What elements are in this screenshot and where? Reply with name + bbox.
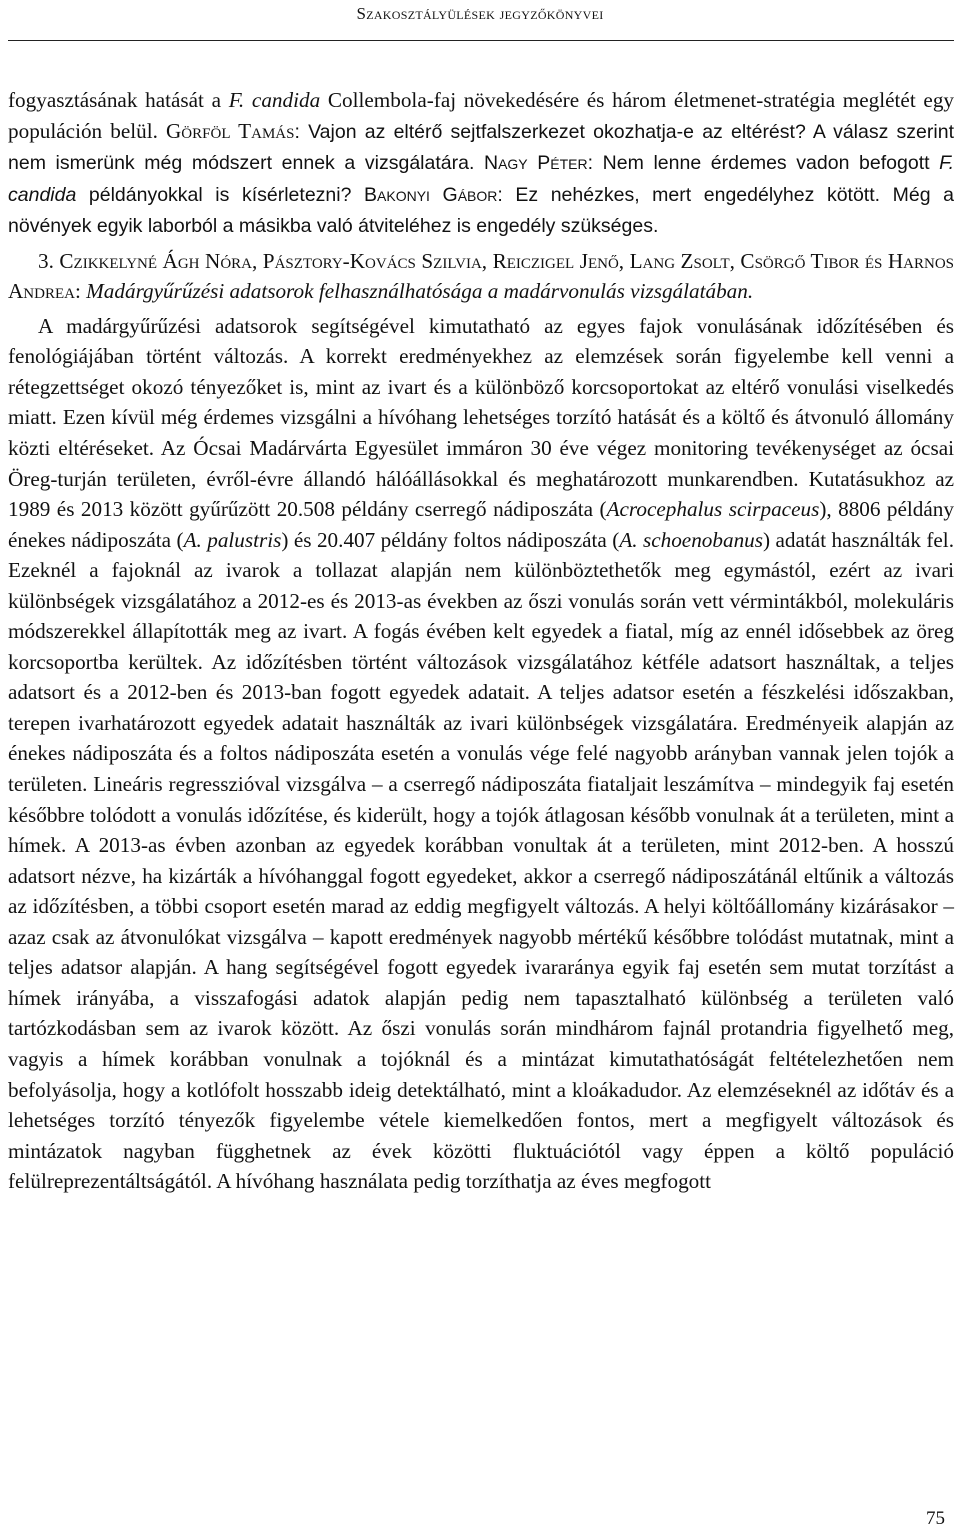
text-run: : Ez nehézkes, mert engedélyhez kötött. Még a növények egyik laborból a másikba való átviteléhez is engedély szükséges. — [8, 183, 954, 238]
page-number: 75 — [926, 1508, 945, 1529]
text-run: példányokkal is kísérletezni? — [76, 183, 365, 206]
page-body — [8, 85, 954, 1197]
text-run: : Nem lenne érdemes vadon befogott — [587, 152, 940, 175]
species-name: F. candida — [8, 152, 954, 206]
speaker-name: Görföl Tamás — [166, 118, 295, 143]
running-header: Szakosztályülések jegyzőkönyvei — [356, 4, 604, 23]
item-title: Madárgyűrűzési adatsorok felhasználhatósága a madárvonulás vizsgálatában. — [86, 279, 754, 304]
abstract-paragraph — [8, 311, 954, 1197]
item-number: 3. — [38, 248, 60, 273]
text-run: Collembola-faj növekedésére és három életmenet-stratégia meglétét egy populáción belül. — [8, 88, 955, 143]
text-run: fogyasztásának hatását a — [8, 88, 229, 112]
header-rule — [8, 40, 954, 41]
species-name: A. schoenobanus — [619, 527, 764, 552]
species-name: A. palustris — [183, 527, 282, 552]
text-run: ), 8806 példány énekes nádiposzáta ( — [8, 497, 954, 552]
agenda-item-3 — [8, 246, 954, 307]
text-run: ) adatát használták fel. Ezeknél a fajoknál az ivarok a tollazat alapján nem különböztethetők meg egymástól, ezért az ivari különbségek vizsgálatához a 2012-es és 2013-as években az őszi vonulás során vett vérmintákból, molekuláris módszerekkel állapították meg az ivart. A fogás évében kelt egyedek a fiatal, míg az ennél idősebbek az öreg korcsoportba kerültek. Az időzítésben történt változások vizsgálatához kétféle adatsort használtak, a teljes adatsort és a 2012-ben és 2013-ban fogott egyedek adatait. A teljes adatsor esetén a fészkelési időszakban, terepen ivarhatározott egyedek adatait használták az ivari különbségek vizsgálatára. Eredményeik alapján az énekes nádiposzáta és a foltos nádiposzáta esetén a vonulás vége felé nagyobb arányban vannak jelen tojók a területen. Lineáris regresszióval vizsgálva – a cserregő nádiposzáta fiataljait leszámítva – mindegyik faj esetén későbbre tolódott a vonulás időzítése, és kiderült, hogy a tojók átlagosan később vonulnak át a területen, mint a hímek. A 2013-as évben azonban az egyedek korábban vonultak át a területen, mint 2012-ben. A hosszú adatsort nézve, ha kizárták a hívóhanggal fogott egyedeket, akkor a cserregő nádiposzátánál eltűnik a változás az időzítésben, a többi csoport esetén marad az eddig megfigyelt változás. A helyi költőállomány kizárásakor – azaz csak az átvonulókat vizsgálva – kapott eredmények nagyobb mértékű későbbre tolódást mutatnak, mint a teljes adatsor alapján. A hang segítségével fogott egyedek ivararánya egyik faj esetén sem mutat torzítást a hímek irányába, a visszafogási adatok alapján pedig nem tapasztalható különbség a területen való tartózkodásban sem az ivarok között. Az őszi vonulás során mindhárom fajnál protandria figyelhető meg, vagyis a hímek korábban vonulnak a tojóknál és a mintázat kimutathatóságát feltételezhetően nem befolyásolja, hogy a kotlófolt hosszabb ideig detektálható, mint a kloákadudor. Az elemzéseknél az időtáv és a lehetséges torzító tényezők figyelembe vétele kiemelkedően fontos, mert a megfigyelt változások és mintázatok nagyban függhetnek az évek közötti fluktuációtól vagy éppen a költő populáció felülreprezentáltságától. A hívóhang használata pedig torzíthatja az éves megfogott — [8, 527, 954, 1194]
text-run: : — [74, 279, 87, 304]
speaker-name: Nagy Péter — [484, 152, 588, 175]
item-authors: Czikkelyné Ágh Nóra, Pásztory-Kovács Szilvia, Reiczigel Jenő, Lang Zsolt, Csörgő Tibor és Harnos Andrea — [8, 248, 955, 304]
speaker-name: Bakonyi Gábor — [364, 183, 498, 206]
text-run: ) és 20.407 példány foltos nádiposzáta ( — [281, 527, 620, 552]
species-name: F. candida — [228, 88, 321, 112]
species-name: Acrocephalus scirpaceus — [606, 497, 820, 522]
text-run: A madárgyűrűzési adatsorok segítségével kimutatható az egyes fajok vonulásának időzítésében és fenológiájában történt változás. A korrekt eredményekhez az elemzések során figyelembe kell venni a rétegzettséget okozó tényezőket is, mint az ivart és a különböző korcsoportokat az eltérő vonulási viselkedés miatt. Ezen kívül még érdemes vizsgálni a hívóhang lehetséges torzító hatását és a költő és átvonuló állomány közti eltéréseket. Az Ócsai Madárvárta Egyesület immáron 30 éve végez monitoring tevékenységet az ócsai Öreg-turján területen, évről-évre állandó hálóállásokkal és meghatározott munkarendben. Kutatásukhoz az 1989 és 2013 között gyűrűzött 20.508 példány cserregő nádiposzáta ( — [8, 313, 954, 522]
text-run: : Vajon az eltérő sejtfalszerkezet okozhatja-e az eltérést? A válasz szerint nem ismerünk még módszert ennek a vizsgálatára. — [8, 120, 954, 175]
discussion-paragraph — [8, 85, 954, 242]
